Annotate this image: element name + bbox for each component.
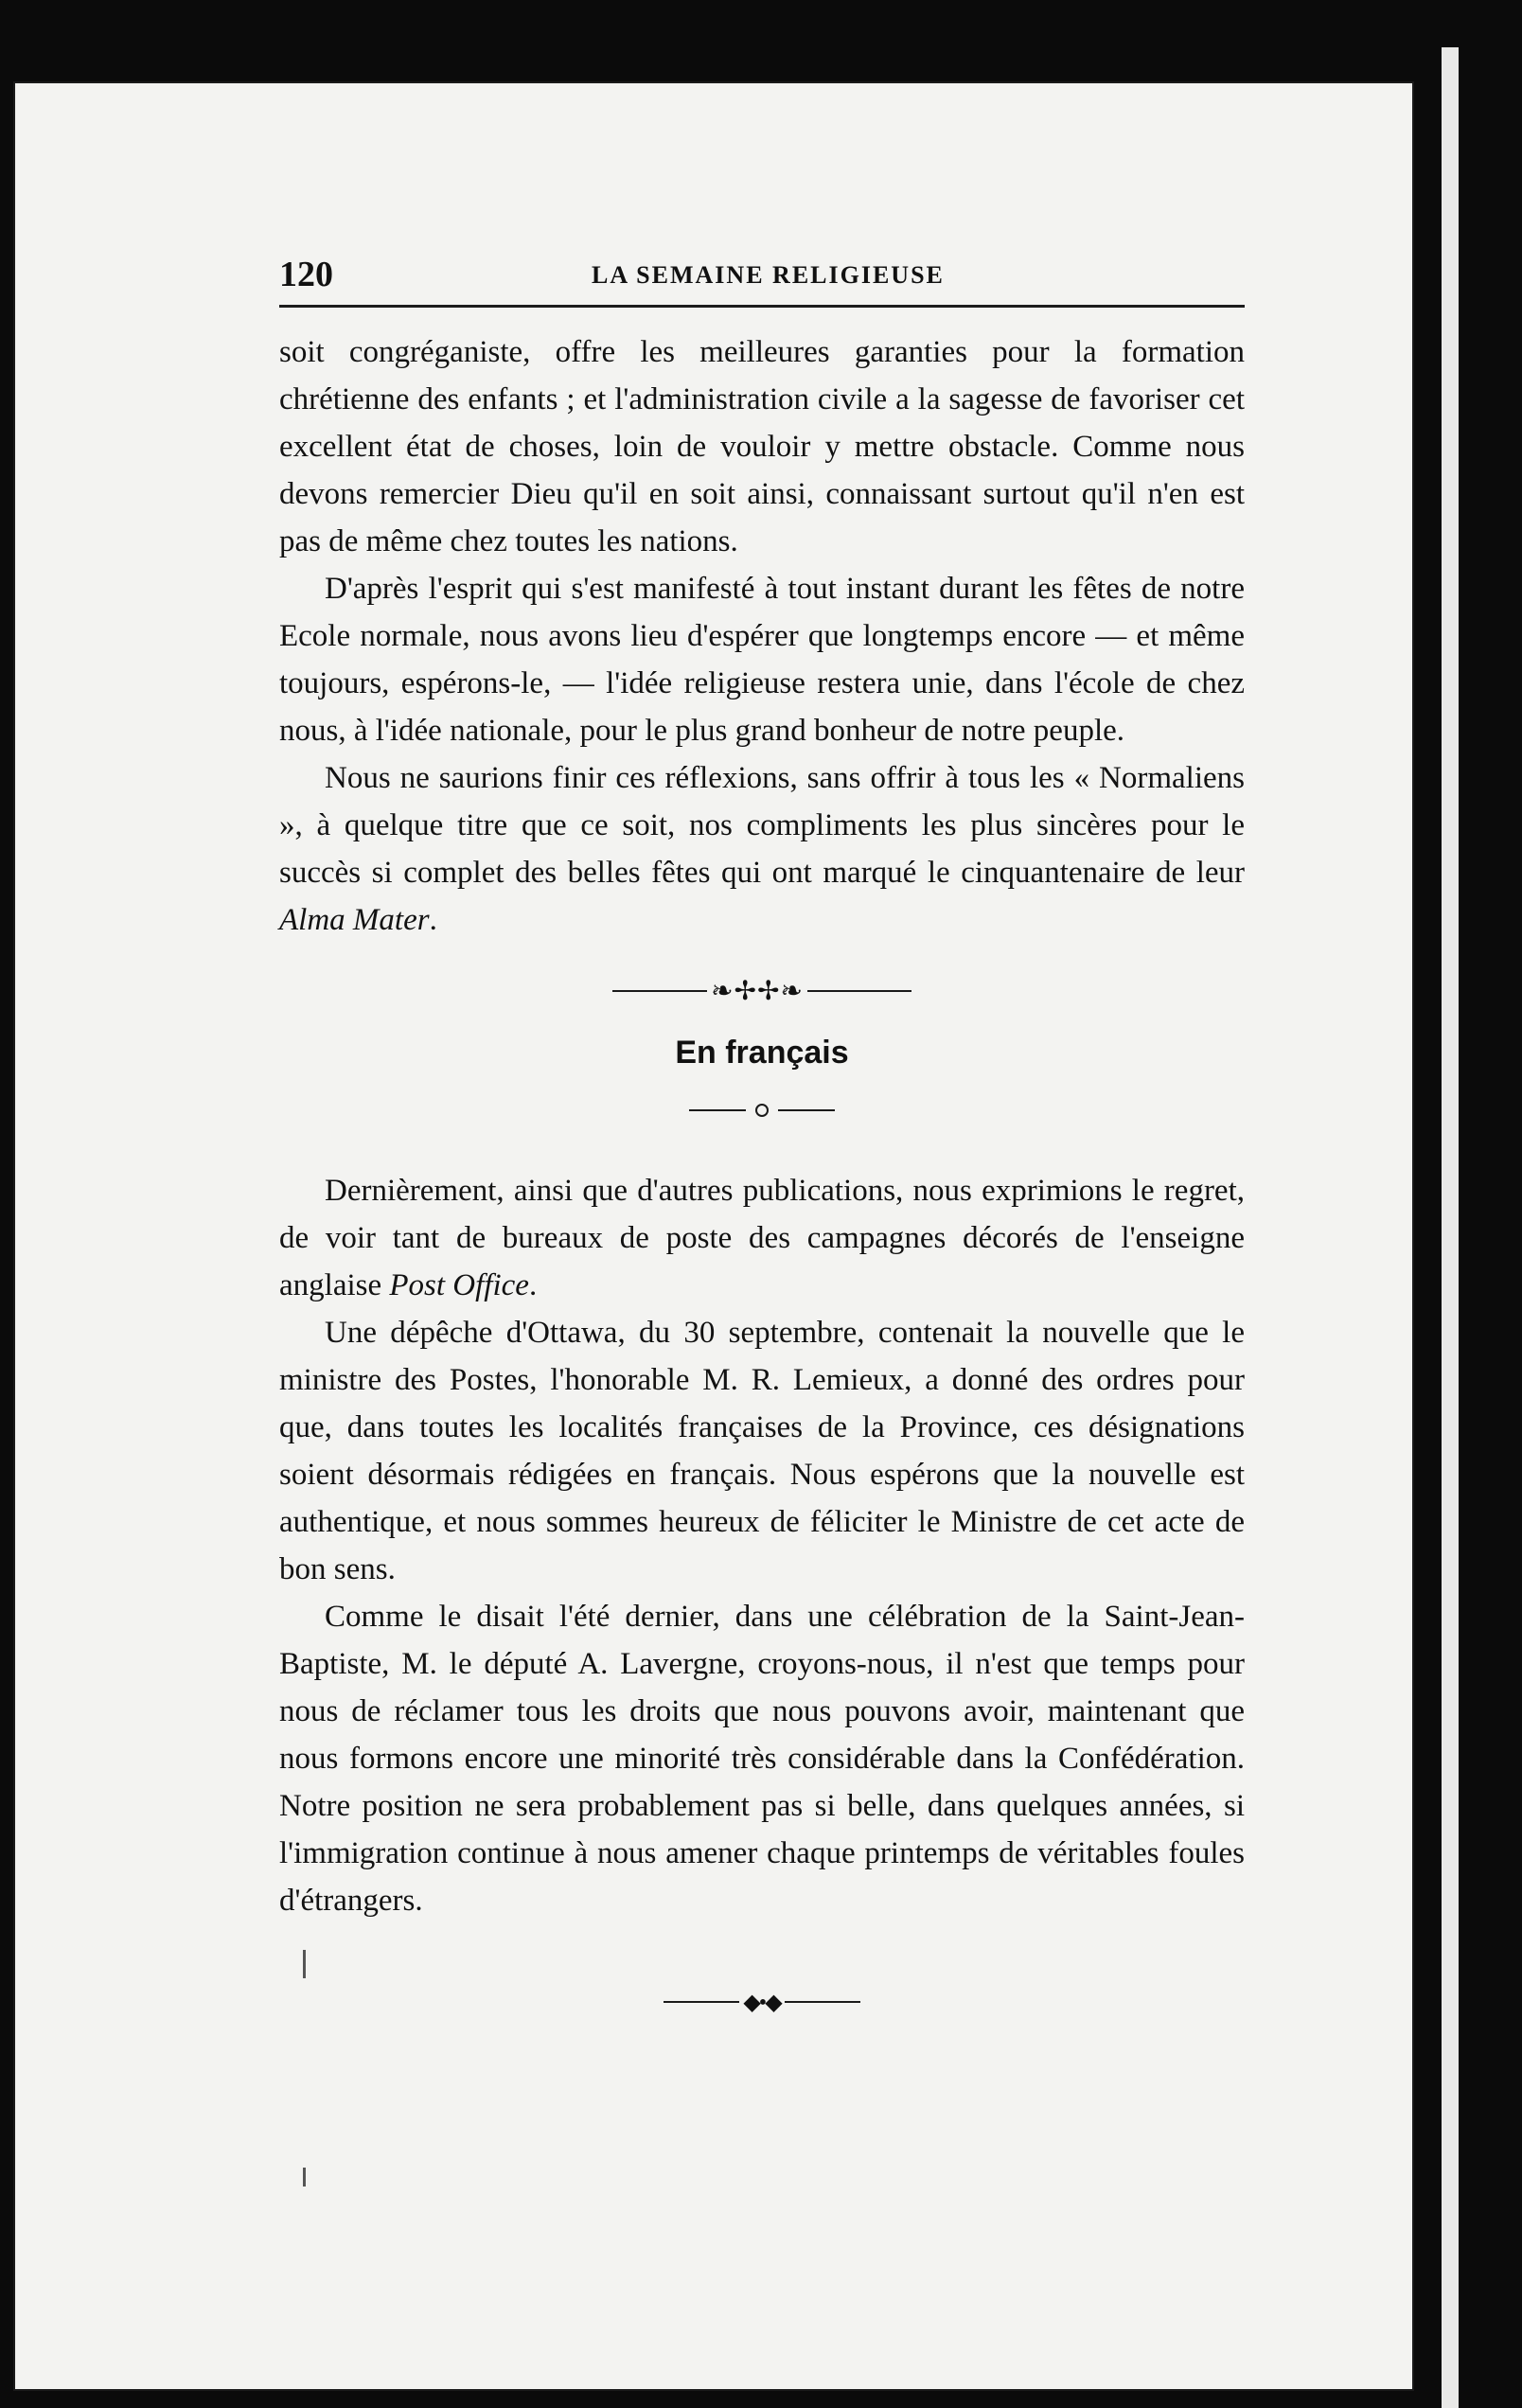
divider-rule-left: [612, 990, 707, 992]
separator-rule-left: [689, 1109, 746, 1111]
adjacent-page-sliver: [1442, 47, 1459, 2408]
italic-phrase: Alma Mater: [279, 903, 430, 937]
divider-rule-right: [807, 990, 911, 992]
paragraph-closing: [279, 754, 1245, 944]
paragraph-opening: [279, 1167, 1245, 1309]
page-number: 120: [279, 255, 333, 294]
running-head: [279, 254, 1245, 308]
page-content: [279, 254, 1245, 2021]
section-heading: En français: [675, 1035, 849, 1071]
paragraph: Comme le disait l'été dernier, dans une célébration de la Saint-Jean-Baptiste, M. le député A. Lavergne, croyons-nous, il n'est que temps pour nous de réclamer tous les droits que nous pouvons avoir, maintenant que nous formons encore une minorité très considérable dans la Confédération. Notre position ne sera probablement pas si belle, dans quelques années, si l'immigration continue à nous amener chaque printemps de véritables foules d'étrangers.: [279, 1600, 1245, 1918]
margin-mark: [303, 2168, 306, 2187]
paragraph-end: .: [528, 1268, 538, 1302]
paragraph-continued: soit congréganiste, offre les meilleures garanties pour la formation chrétienne des enfants ; et l'administration civile a la sagesse de favoriser cet excellent état de choses, loin de vouloir y mettre obstacle. Comme nous devons remercier Dieu qu'il en soit ainsi, connaissant surtout qu'il n'en est pas de même chez toutes les nations.: [279, 335, 1245, 558]
end-rule-left: [664, 2001, 739, 2003]
end-rule-right: [785, 2001, 860, 2003]
margin-mark: [303, 1950, 306, 1978]
italic-phrase: Post Office: [389, 1268, 529, 1302]
paragraph-text: Nous ne saurions finir ces réflexions, sans offrir à tous les « Normaliens », à quelque titre que ce soit, nos compliments les plus sincères pour le succès si complet des belles fêtes qui ont marqué le cinquantenaire de leur: [279, 761, 1245, 890]
paragraph-text: Dernièrement, ainsi que d'autres publications, nous exprimions le regret, de voir tant de bureaux de poste des campagnes décorés de l'enseigne anglaise: [279, 1174, 1245, 1302]
fleuron-ornament: ❧✢✢❧: [711, 977, 804, 1006]
paragraph-end: .: [429, 903, 437, 937]
separator-rule-right: [778, 1109, 835, 1111]
paragraph: D'après l'esprit qui s'est manifesté à tout instant durant les fêtes de notre Ecole normale, nous avons lieu d'espérer que longtemps encore — et même toujours, espérons-le, — l'idée religieuse restera unie, dans l'école de chez nous, à l'idée nationale, pour le plus grand bonheur de notre peuple.: [279, 572, 1245, 748]
end-ornament-glyph: ◆•◆: [743, 1990, 781, 2015]
circle-ornament: [755, 1104, 769, 1117]
journal-title: LA SEMAINE RELIGIEUSE: [592, 261, 945, 289]
adjacent-page-edge: [1423, 47, 1522, 2408]
paragraph: Une dépêche d'Ottawa, du 30 septembre, contenait la nouvelle que le ministre des Postes, l'honorable M. R. Lemieux, a donné des ordres pour que, dans toutes les localités françaises de la Province, ces désignations soient désormais rédigées en français. Nous espérons que la nouvelle est authentique, et nous sommes heureux de féliciter le Ministre de cet acte de bon sens.: [279, 1316, 1245, 1586]
heading-separator: [279, 1091, 1245, 1129]
section-two: [279, 1167, 1245, 1924]
section-divider: [279, 972, 1245, 1010]
section-one: [279, 328, 1245, 944]
end-ornament: [279, 1983, 1245, 2021]
